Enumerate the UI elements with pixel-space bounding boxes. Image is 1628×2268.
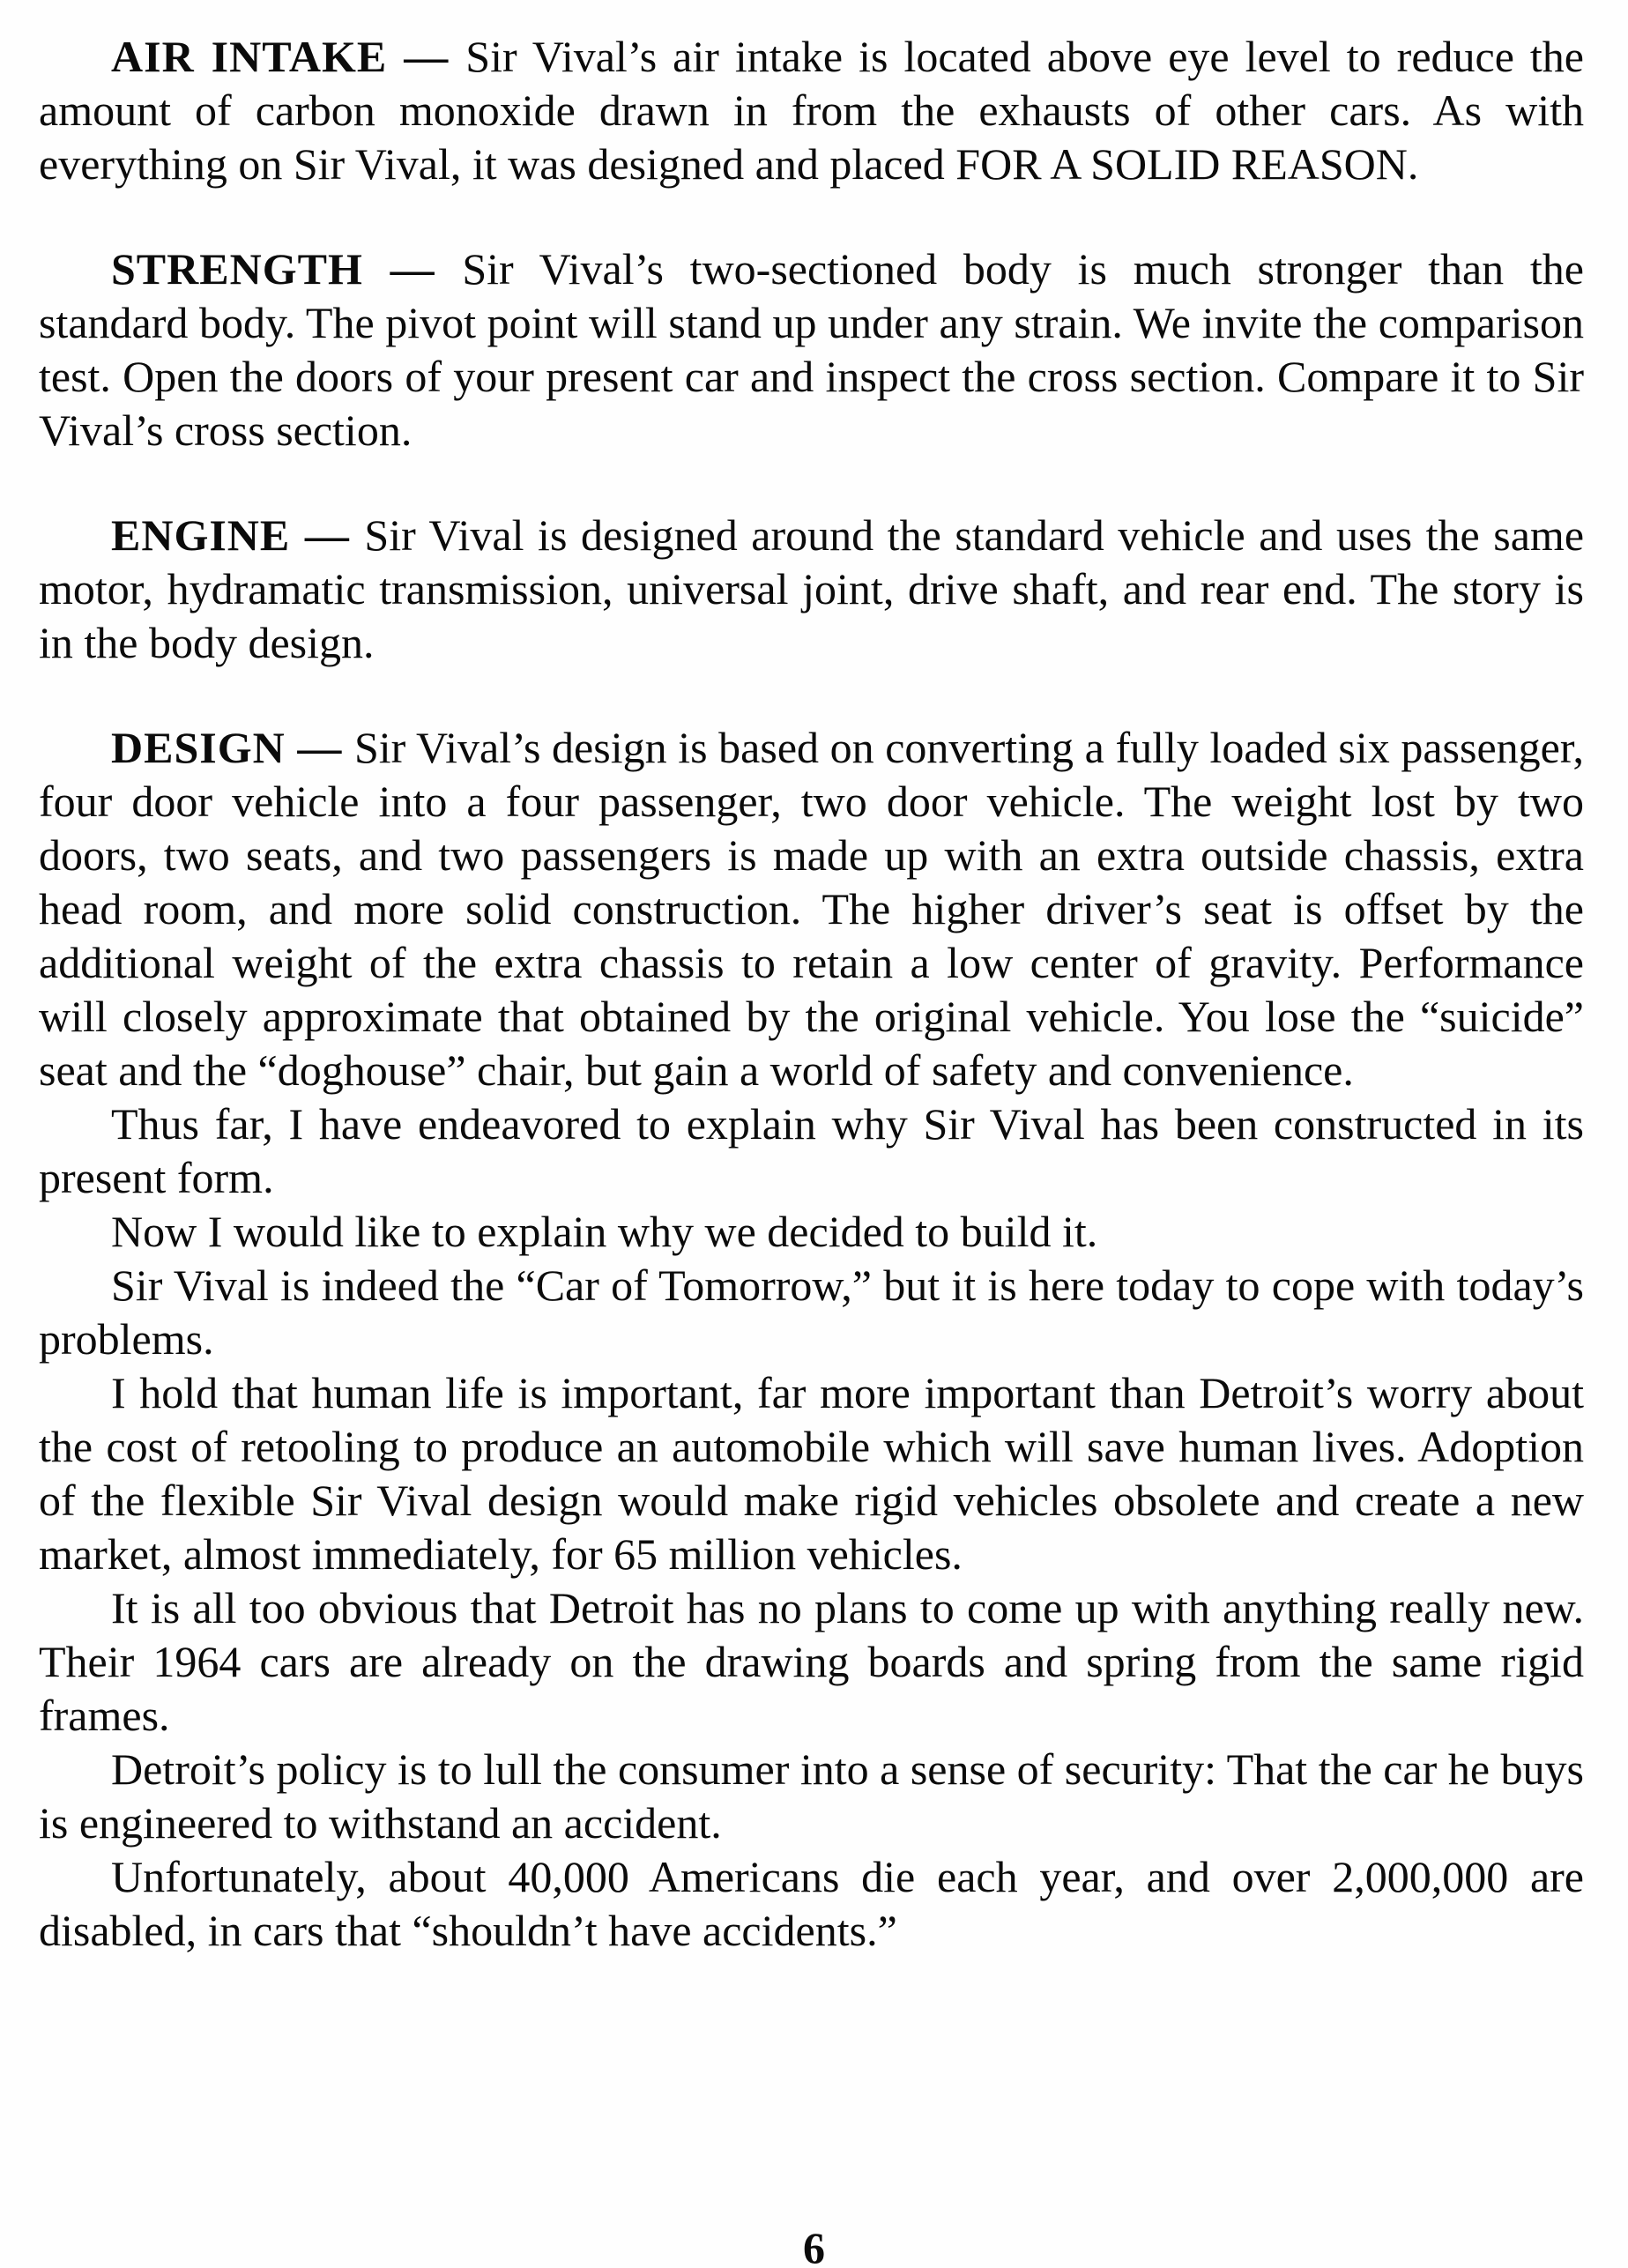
paragraph-heading: ENGINE —	[111, 510, 365, 560]
paragraph-heading: DESIGN —	[111, 723, 354, 772]
paragraph: STRENGTH — Sir Vival’s two-sectioned body is much stronger than the standard body. The pivot point will stand up under any strain. We invite the comparison test. Open the doors of your present car and inspect the cross section. Compare it to Sir Vival’s cross section.	[39, 244, 1584, 455]
paragraph: AIR INTAKE — Sir Vival’s air intake is located above eye level to reduce the amount of carbon monoxide drawn in from the exhausts of other cars. As with everything on Sir Vival, it was designed and placed FOR A SOLID REASON.	[39, 32, 1584, 189]
paragraph-heading: STRENGTH —	[111, 244, 463, 294]
page-number: 6	[803, 2223, 825, 2268]
paragraph: I hold that human life is important, far more important than Detroit’s worry about the cost of retooling to produce an automobile which will save human lives. Adoption of the flexible Sir Vival design would make rigid vehicles obsolete and create a new market, almost immediately, for 65 million vehicles.	[39, 1368, 1584, 1579]
paragraph: DESIGN — Sir Vival’s design is based on converting a fully loaded six passenger, four door vehicle into a four passenger, two door vehicle. The weight lost by two doors, two seats, and two passengers is made up with an extra outside chassis, extra head room, and more solid construction. The higher driver’s seat is offset by the additional weight of the extra chassis to retain a low center of gravity. Performance will closely approximate that obtained by the original vehicle. You lose the “suicide” seat and the “doghouse” chair, but gain a world of safety and convenience.	[39, 723, 1584, 1095]
paragraph: It is all too obvious that Detroit has no plans to come up with anything really new. Their 1964 cars are already on the drawing boards and spring from the same rigid frames.	[39, 1583, 1584, 1740]
paragraph-heading: AIR INTAKE —	[111, 32, 466, 81]
paragraph: ENGINE — Sir Vival is designed around the standard vehicle and uses the same motor, hydramatic transmission, universal joint, drive shaft, and rear end. The story is in the body design.	[39, 510, 1585, 667]
paragraph: Thus far, I have endeavored to explain why Sir Vival has been constructed in its present form.	[39, 1099, 1584, 1202]
paragraph: Unfortunately, about 40,000 Americans die each year, and over 2,000,000 are disabled, in cars that “shouldn’t have accidents.”	[39, 1852, 1584, 1955]
paragraph: Now I would like to explain why we decided to build it.	[111, 1207, 1098, 1256]
text-block	[39, 30, 1584, 1958]
paragraph: Sir Vival is indeed the “Car of Tomorrow,” but it is here today to cope with today’s problems.	[39, 1260, 1584, 1364]
paragraph: Detroit’s policy is to lull the consumer into a sense of security: That the car he buys is engineered to withstand an accident.	[39, 1744, 1584, 1848]
